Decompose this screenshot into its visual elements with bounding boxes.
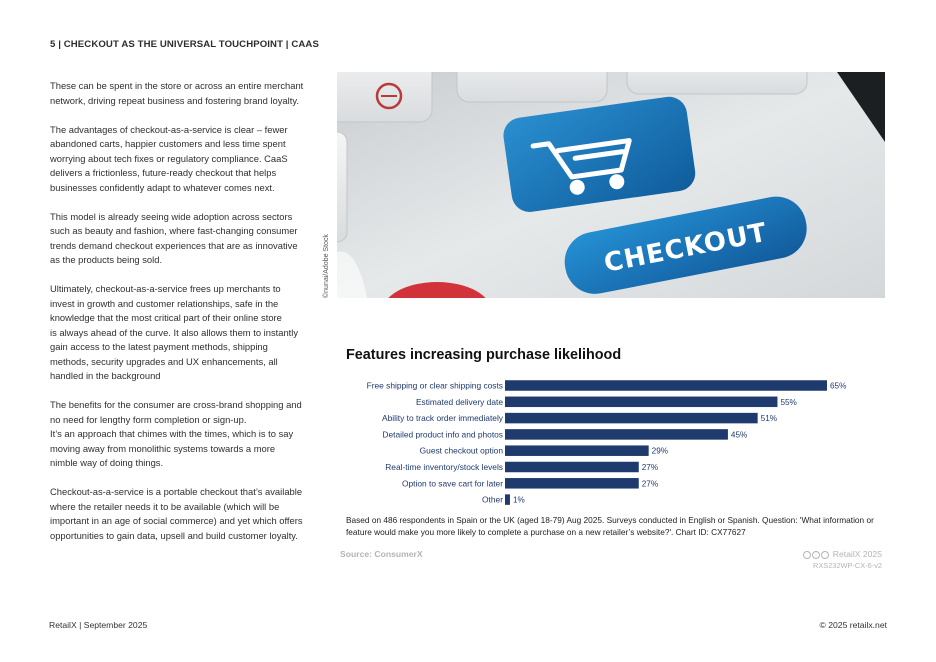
data-label: 55% bbox=[780, 397, 797, 407]
paragraph: Ultimately, checkout-as-a-service frees up merchants to invest in growth and customer relationships, safe in the knowledge that the most critical part of their online store is always ahead of the curve. It also allows them to instantly gain access to the latest payment methods, shipping methods, security upgrades and UX enhancements, all handled in the background bbox=[50, 283, 299, 381]
category-label: Ability to track order immediately bbox=[381, 413, 503, 424]
brand-name: RetailX 2025 bbox=[832, 549, 882, 559]
photo-credit: ©nunai/Adobe Stock bbox=[323, 234, 330, 298]
page-header: 5 | CHECKOUT AS THE UNIVERSAL TOUCHPOINT | CAAS bbox=[50, 39, 319, 50]
checkout-keyboard-photo bbox=[337, 72, 885, 298]
bar bbox=[505, 445, 649, 456]
category-label: Free shipping or clear shipping costs bbox=[366, 380, 503, 391]
footer-copyright: © 2025 retailx.net bbox=[819, 620, 887, 630]
data-label: 45% bbox=[730, 430, 748, 440]
data-label: 65% bbox=[830, 381, 847, 391]
brand-label bbox=[803, 549, 882, 559]
paragraph: These can be spent in the store or across an entire merchant network, driving repeat business and fostering brand loyalty. bbox=[50, 80, 304, 106]
chart-note: Based on 486 respondents in Spain or the UK (aged 18-79) Aug 2025. Surveys conducted in English or Spanish. Question: 'What information or feature would make you more likely to complete a purchase on a new retailer’s website?'. Chart ID: CX77627 bbox=[346, 515, 874, 537]
bar-chart bbox=[340, 376, 885, 510]
category-label: Option to save cart for later bbox=[401, 478, 503, 489]
category-label: Real-time inventory/stock levels bbox=[385, 462, 503, 472]
paragraph: Checkout-as-a-service is a portable checkout that’s available where the retailer needs it to be available (which will be important in an age of social commerce) and yet which offers opportunities to gain data, upsell and build customer loyalty. bbox=[50, 486, 303, 541]
category-label: Estimated delivery date bbox=[415, 396, 503, 407]
bar bbox=[505, 494, 510, 505]
bar bbox=[505, 397, 777, 408]
checkout-key-label: CHECKOUT bbox=[601, 217, 770, 279]
chart-title: Features increasing purchase likelihood bbox=[346, 347, 622, 363]
data-label: 1% bbox=[512, 495, 525, 505]
paragraph: This model is already seeing wide adoption across sectors such as beauty and fashion, where fast-changing consumer trends demand checkout experiences that are as innovative as the products being sold. bbox=[50, 210, 298, 265]
chart-source: Source: ConsumerX bbox=[340, 549, 423, 559]
body-text bbox=[50, 79, 318, 558]
bar bbox=[505, 380, 827, 391]
paragraph: The advantages of checkout-as-a-service is clear – fewer abandoned carts, happier customers and less time spent worrying about tech fixes or regulatory compliance. CaaS delivers a frictionless, future-ready checkout that helps businesses confidently adapt to whatever comes next. bbox=[50, 123, 288, 193]
bar bbox=[505, 429, 728, 440]
category-label: Other bbox=[482, 494, 503, 505]
category-label: Guest checkout option bbox=[419, 445, 503, 456]
category-label: Detailed product info and photos bbox=[382, 429, 503, 440]
bar bbox=[505, 478, 639, 489]
data-label: 51% bbox=[760, 414, 778, 424]
bar bbox=[505, 462, 639, 473]
data-label: 29% bbox=[651, 446, 669, 456]
data-label: 27% bbox=[641, 479, 659, 489]
bar bbox=[505, 413, 758, 424]
footer-publisher: RetailX | September 2025 bbox=[49, 620, 148, 630]
creative-commons-icon bbox=[803, 551, 829, 559]
chart-code: RXS232WP-CX-6-v2 bbox=[813, 561, 882, 570]
paragraph: The benefits for the consumer are cross-brand shopping and no need for lengthy form completion or sign-up. It’s an approach that chimes with the times, which is to say moving away from monolithic systems towards a more nimble way of doing things. bbox=[50, 399, 302, 468]
data-label: 27% bbox=[641, 463, 659, 472]
